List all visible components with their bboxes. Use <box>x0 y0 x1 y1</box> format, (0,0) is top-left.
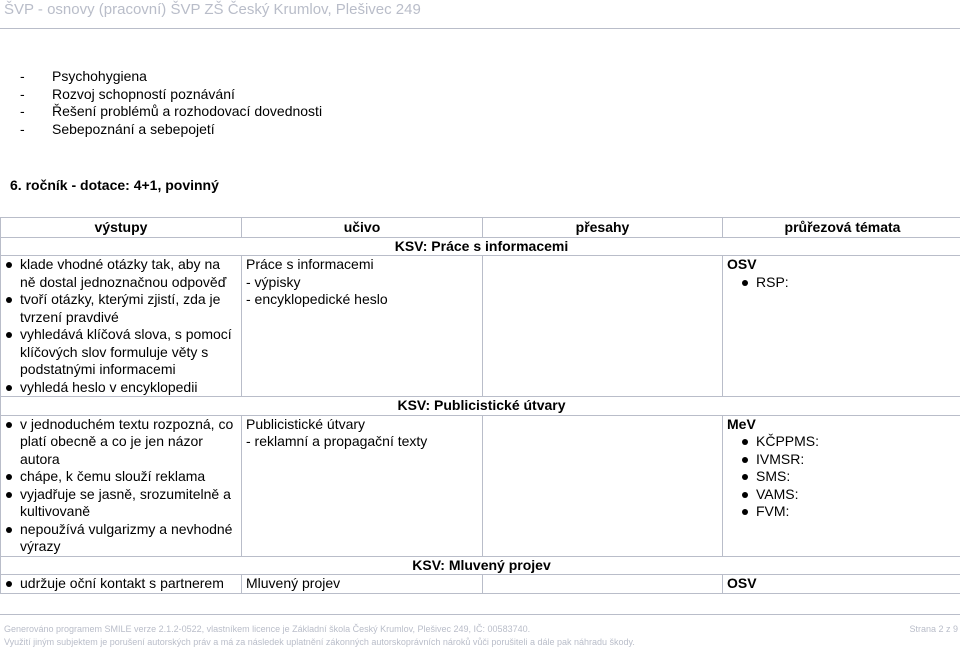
cross-topic-title: OSV <box>727 256 958 274</box>
intro-list <box>20 68 322 138</box>
section-heading: KSV: Mluvený projev <box>1 556 960 575</box>
column-header-outcomes: výstupy <box>1 218 242 238</box>
page-number: Strana 2 z 9 <box>909 622 958 636</box>
section-title: 6. ročník - dotace: 4+1, povinný <box>10 177 219 193</box>
footer-generated-note: Generováno programem SMILE verze 2.1.2-0522, vlastníkem licence je Základní škola Český Krumlov, Plešivec 249, IČ: 00583740. <box>4 622 530 636</box>
outcome-item: vyhledává klíčová slova, s pomocí klíčových slov formuluje věty s podstatnými informacemi <box>5 326 237 379</box>
list-item <box>20 68 322 86</box>
list-dash: - <box>20 103 52 121</box>
cross-topic-item: SMS: <box>741 468 958 486</box>
outcome-item: v jednoduchém textu rozpozná, co platí obecně a co je jen názor autora <box>5 416 237 469</box>
cross-topic-item: IVMSR: <box>741 451 958 469</box>
table-header-row <box>1 218 960 238</box>
section-title-row <box>1 237 960 256</box>
content-cell <box>242 575 483 594</box>
content-cell <box>242 256 483 397</box>
section-title-row <box>1 397 960 416</box>
table-row <box>1 575 960 594</box>
header-title: ŠVP - osnovy (pracovní) ŠVP ZŠ Český Krumlov, Plešivec 249 <box>4 1 421 18</box>
column-header-cross-topics: průřezová témata <box>723 218 960 238</box>
content-line: - reklamní a propagační texty <box>246 433 478 451</box>
cross-topics-cell <box>723 575 960 594</box>
content-line: - encyklopedické heslo <box>246 291 478 309</box>
cross-topic-title: OSV <box>727 575 958 593</box>
list-item <box>20 121 322 139</box>
cross-topic-item: RSP: <box>741 274 958 292</box>
table-row <box>1 256 960 397</box>
section-heading: KSV: Práce s informacemi <box>1 237 960 256</box>
cross-topic-title: MeV <box>727 416 958 434</box>
list-item-text: Psychohygiena <box>52 68 147 86</box>
outcome-item: vyhledá heslo v encyklopedii <box>5 379 237 397</box>
outcome-item: klade vhodné otázky tak, aby na ně dostal jednoznačnou odpověď <box>5 256 237 291</box>
list-dash: - <box>20 86 52 104</box>
table-row <box>1 415 960 556</box>
list-dash: - <box>20 68 52 86</box>
content-line: Mluvený projev <box>246 575 478 593</box>
content-cell <box>242 415 483 556</box>
cross-topics-cell <box>723 256 960 397</box>
content-line: - výpisky <box>246 274 478 292</box>
cross-topics-cell <box>723 415 960 556</box>
overlaps-cell <box>483 256 723 397</box>
list-item-text: Řešení problémů a rozhodovací dovednosti <box>52 103 322 121</box>
content-line: Publicistické útvary <box>246 416 478 434</box>
list-item-text: Rozvoj schopností poznávání <box>52 86 235 104</box>
cross-topic-item: FVM: <box>741 503 958 521</box>
page-footer <box>0 614 960 647</box>
overlaps-cell <box>483 575 723 594</box>
content-line: Práce s informacemi <box>246 256 478 274</box>
outcomes-cell <box>1 575 242 594</box>
column-header-overlaps: přesahy <box>483 218 723 238</box>
outcomes-cell <box>1 256 242 397</box>
outcome-item: chápe, k čemu slouží reklama <box>5 468 237 486</box>
outcome-item: udržuje oční kontakt s partnerem <box>5 575 237 593</box>
list-item-text: Sebepoznání a sebepojetí <box>52 121 215 139</box>
column-header-content: učivo <box>242 218 483 238</box>
footer-copyright-note: Využití jiným subjektem je porušení autorských práv a má za následek uplatnění zákonných autorskoprávních nároků vůči porušiteli a dále pak náhradu škody. <box>4 635 635 649</box>
section-title-row <box>1 556 960 575</box>
list-dash: - <box>20 121 52 139</box>
outcome-item: nepoužívá vulgarizmy a nevhodné výrazy <box>5 521 237 556</box>
page-header <box>0 0 960 29</box>
overlaps-cell <box>483 415 723 556</box>
outcome-item: tvoří otázky, kterými zjistí, zda je tvrzení pravdivé <box>5 291 237 326</box>
list-item <box>20 103 322 121</box>
cross-topic-item: VAMS: <box>741 486 958 504</box>
outcomes-cell <box>1 415 242 556</box>
section-heading: KSV: Publicistické útvary <box>1 397 960 416</box>
list-item <box>20 86 322 104</box>
cross-topic-item: KČPPMS: <box>741 433 958 451</box>
curriculum-table <box>0 217 960 594</box>
outcome-item: vyjadřuje se jasně, srozumitelně a kultivovaně <box>5 486 237 521</box>
